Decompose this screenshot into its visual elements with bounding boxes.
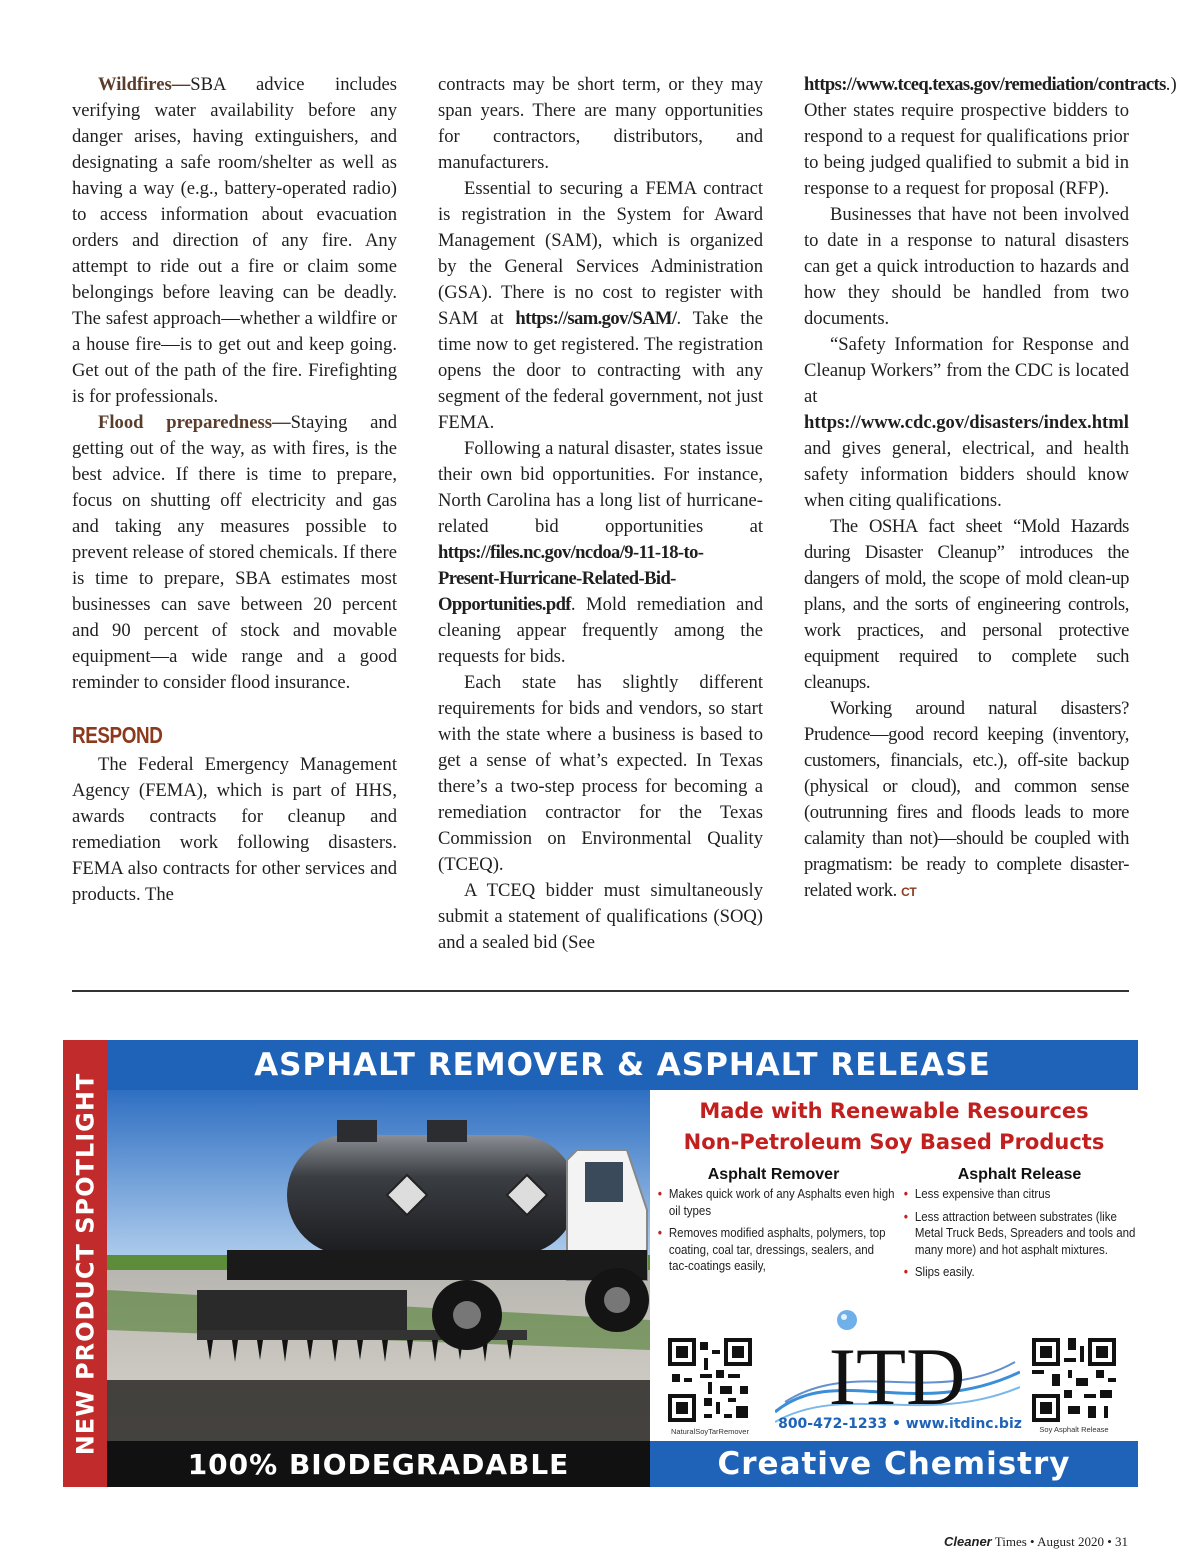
tagline-renewable: Made with Renewable Resources xyxy=(699,1099,1089,1123)
paragraph-businesses: Businesses that have not been involved to date in a response to natural disasters can get a quick introduction to hazards and how they should be handled from two documents. xyxy=(804,204,1129,329)
paragraph-continued: contracts may be short term, or they may span years. There are many opportunities for contractors, distributors, and manufacturers. xyxy=(438,74,763,173)
lead-wildfires: Wildfires— xyxy=(98,74,191,95)
creative-chemistry-banner: Creative Chemistry xyxy=(650,1441,1138,1487)
itd-logo xyxy=(775,1302,1020,1434)
ad-title: ASPHALT REMOVER & ASPHALT RELEASE xyxy=(107,1040,1138,1090)
product-name: Asphalt Release xyxy=(957,1166,1082,1183)
paragraph-text: “Safety Information for Response and Cleanup Workers” from the CDC is located at xyxy=(804,334,1129,407)
section-heading-respond: RESPOND xyxy=(72,722,163,748)
product-asphalt-remover xyxy=(656,1166,895,1281)
paragraph-tceq-continued xyxy=(804,72,1177,202)
feature-item: • Less attraction between substrates (like Metal Truck Beds, Spreaders and tools and many more) and hot asphalt mixtures. xyxy=(902,1209,1142,1259)
article-column-1 xyxy=(72,72,397,908)
paragraph-text: .) Other states require prospective bidders to respond to a request for qualifications prior to being judged qualified to submit a bid in response to a request for proposal (RFP). xyxy=(804,74,1177,199)
article-column-2 xyxy=(438,72,763,956)
product-name: Asphalt Remover xyxy=(707,1166,840,1183)
lead-flood: Flood preparedness— xyxy=(98,412,291,433)
paragraph-text: Staying and getting out of the way, as with fires, is the best advice. If there is time to prepare, focus on shutting off electricity and gas and taking any measures possible to prevent release of stored chemicals. If there is time to prepare, SBA estimates most businesses can save between 20 percent and 90 percent of stock and movable equipment—a wide range and a good reminder to consider flood insurance. xyxy=(72,412,397,693)
product-asphalt-release xyxy=(902,1166,1137,1287)
paragraph-text: Working around natural disasters? Prudence—good record keeping (inventory, customers, financials, etc.), off-site backup (physical or cloud), and common sense (outrunning fires and floods leads to more calamity than not)—should be coupled with pragmatism: be ready to complete disaster-related work. xyxy=(804,698,1129,901)
contact-info[interactable]: 800-472-1233 • www.itdinc.biz xyxy=(778,1416,1022,1432)
product-advertisement[interactable] xyxy=(63,1040,1138,1487)
paragraph-text: . Mold remediation and cleaning appear frequently among the requests for bids. xyxy=(438,594,763,667)
feature-list xyxy=(902,1186,1137,1281)
paragraph-text: SBA advice includes verifying water availability before any danger arises, having extinguishers, and designating a safe room/shelter as well as having a way (e.g., battery-operated radio) to access information about evacuation orders and direction of any fire. Any attempt to ride out a fire or claim some belongings before leaving can be deadly. The safest approach—whether a wildfire or a house fire—is to get out and keep going. Get out of the path of the fire. Firefighting is for professionals. xyxy=(72,74,397,407)
paragraph-text: . Take the time now to get registered. The registration opens the door to contracting with any segment of the federal government, not just FEMA. xyxy=(438,308,763,433)
feature-item: • Removes modified asphalts, polymers, top coating, coal tar, dressings, sealers, and tac-coatings easily, xyxy=(656,1225,896,1275)
qr-caption: Soy Asphalt Release xyxy=(1039,1425,1109,1434)
asphalt-truck-illustration xyxy=(107,1090,650,1441)
end-mark: CT xyxy=(901,885,917,899)
feature-list xyxy=(656,1186,895,1275)
paragraph-cdc xyxy=(804,332,1129,514)
tagline-soy: Non-Petroleum Soy Based Products xyxy=(683,1130,1105,1154)
section-divider xyxy=(72,990,1129,992)
feature-item: • Slips easily. xyxy=(902,1264,1142,1281)
link-sam[interactable]: https://sam.gov/SAM/ xyxy=(515,308,677,329)
paragraph-tceq: A TCEQ bidder must simultaneously submit a statement of qualifications (SOQ) and a sealed bid (See xyxy=(438,880,763,953)
qr-code-icon[interactable] xyxy=(1032,1338,1116,1422)
qr-caption: NaturalSoyTarRemover xyxy=(671,1427,749,1436)
paragraph-text: Essential to securing a FEMA contract is registration in the System for Award Management (SAM), which is organized by the General Services Administration (GSA). There is no cost to register with SAM at xyxy=(438,178,763,329)
paragraph-conclusion xyxy=(804,696,1129,905)
biodegradable-banner: 100% BIODEGRADABLE xyxy=(107,1441,650,1487)
paragraph-fema: The Federal Emergency Management Agency (FEMA), which is part of HHS, awards contracts for cleanup and remediation work following disasters. FEMA also contracts for other services and products. The xyxy=(72,754,397,905)
qr-code-icon[interactable] xyxy=(668,1338,752,1422)
feature-item: • Less expensive than citrus xyxy=(902,1186,1142,1203)
paragraph-sam xyxy=(438,176,763,436)
link-nc-bids[interactable]: https://files.nc.gov/ncdoa/9-11-18-to-Present-Hurricane-Related-Bid-Opportunities.pdf xyxy=(438,542,704,615)
link-tceq[interactable]: https://www.tceq.texas.gov/remediation/contracts xyxy=(804,74,1166,95)
paragraph-text: Following a natural disaster, states issue their own bid opportunities. For instance, North Carolina has a long list of hurricane-related bid opportunities at xyxy=(438,438,763,537)
logo-text: ITD xyxy=(828,1331,966,1422)
paragraph-states xyxy=(438,436,763,670)
ad-side-label: NEW PRODUCT SPOTLIGHT xyxy=(71,1072,99,1455)
truck-photo xyxy=(107,1090,650,1441)
link-cdc[interactable]: https://www.cdc.gov/disasters/index.html xyxy=(804,412,1129,433)
article-column-3 xyxy=(804,72,1177,905)
ad-info-panel xyxy=(650,1090,1138,1441)
issue-info: Times • August 2020 • 31 xyxy=(991,1534,1128,1549)
page-footer xyxy=(944,1534,1128,1550)
paragraph-text: and gives general, electrical, and health safety information bidders should know when citing qualifications. xyxy=(804,438,1129,511)
paragraph-osha: The OSHA fact sheet “Mold Hazards during Disaster Cleanup” introduces the dangers of mold, the scope of mold clean-up plans, and the sorts of engineering controls, work practices, and personal protective equipment required to complete such cleanups. xyxy=(804,516,1129,693)
paragraph-wildfires xyxy=(72,72,397,410)
magazine-name: Cleaner xyxy=(944,1534,992,1549)
paragraph-flood xyxy=(72,410,397,696)
feature-item: • Makes quick work of any Asphalts even high oil types xyxy=(656,1186,896,1219)
paragraph-each-state: Each state has slightly different requirements for bids and vendors, so start with the state where a business is based to get a sense of what’s expected. In Texas there’s a two-step process for becoming a remediation contractor for the Texas Commission on Environmental Quality (TCEQ). xyxy=(438,672,763,875)
ad-side-banner xyxy=(63,1040,107,1487)
